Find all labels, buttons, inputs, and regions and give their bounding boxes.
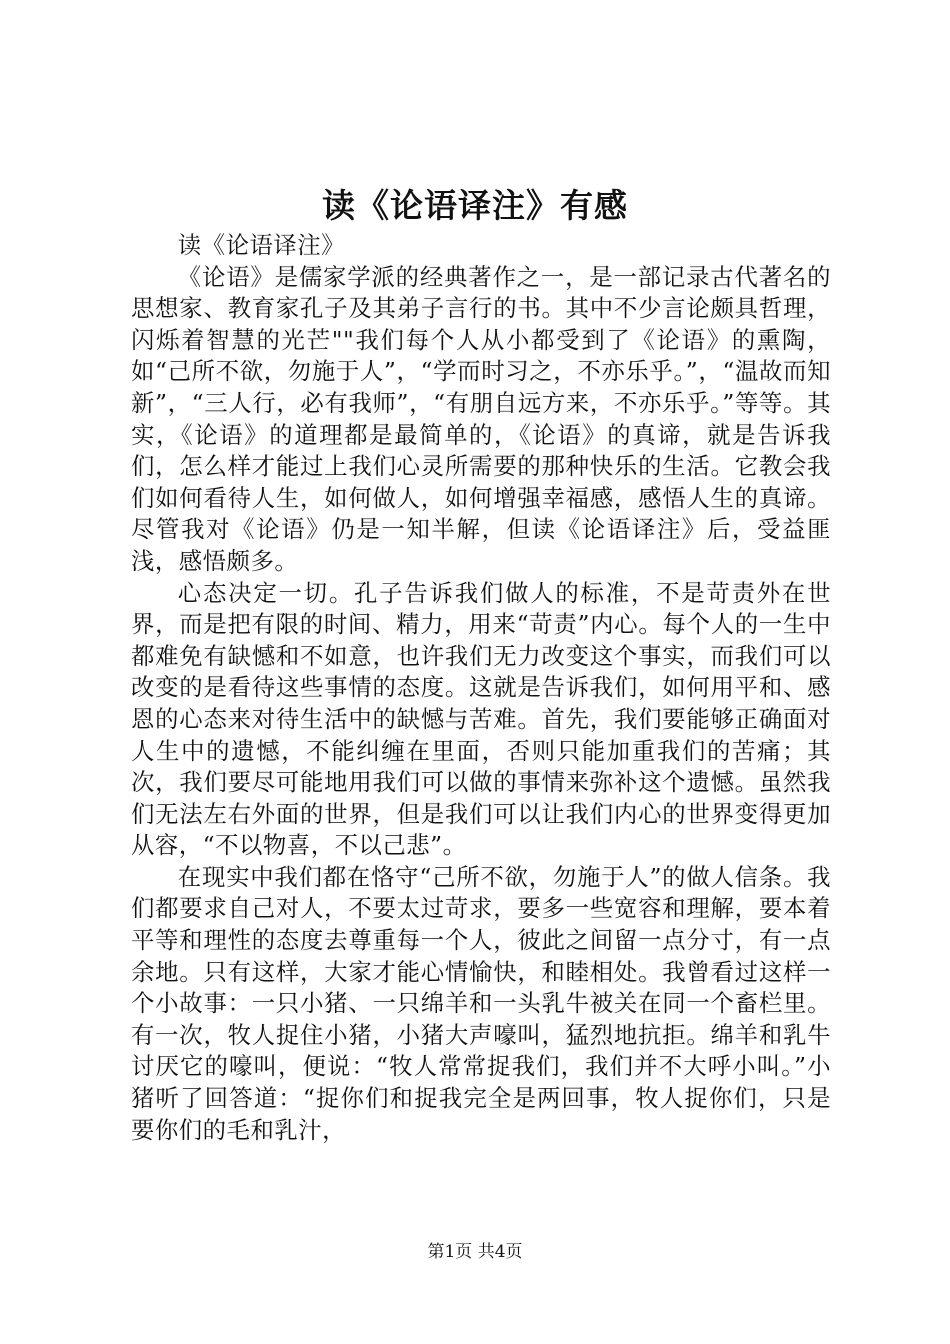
paragraph-mindset: 心态决定一切。孔子告诉我们做人的标准，不是苛责外在世界，而是把有限的时间、精力，用来“苛责”内心。每个人的一生中都难免有缺憾和不如意，也许我们无力改变这个事实，而我们可以改变的是看待这些事情的态度。这就是告诉我们，如何用平和、感恩的心态来对待生活中的缺憾与苦难。首先，我们要能够正确面对人生中的遗憾，不能纠缠在里面，否则只能加重我们的苦痛；其次，我们要尽可能地用我们可以做的事情来弥补这个遗憾。虽然我们无法左右外面的世界，但是我们可以让我们内心的世界变得更加从容，“不以物喜，不以己悲”。 (131, 578, 831, 860)
document-title: 读《论语译注》有感 (322, 186, 628, 225)
document-body (131, 230, 831, 1146)
page-number-footer: 第1页 共4页 (427, 1242, 523, 1262)
paragraph-intro: 《论语》是儒家学派的经典著作之一，是一部记录古代著名的思想家、教育家孔子及其弟子言行的书。其中不少言论颇具哲理，闪烁着智慧的光芒""我们每个人从小都受到了《论语》的熏陶，如“己所不欲，勿施于人”，“学而时习之，不亦乐乎。”，“温故而知新”，“三人行，必有我师”，“有朋自远方来，不亦乐乎。”等等。其实，《论语》的道理都是最简单的，《论语》的真谛，就是告诉我们，怎么样才能过上我们心灵所需要的那种快乐的生活。它教会我们如何看待人生，如何做人，如何增强幸福感，感悟人生的真谛。尽管我对《论语》仍是一知半解，但读《论语译注》后，受益匪浅，感悟颇多。 (131, 262, 831, 575)
paragraph-subtitle: 读《论语译注》 (177, 231, 346, 259)
paragraph-story: 在现实中我们都在恪守“己所不欲，勿施于人”的做人信条。我们都要求自己对人，不要太过苛求，要多一些宽容和理解，要本着平等和理性的态度去尊重每一个人，彼此之间留一点分寸，有一点余地。只有这样，大家才能心情愉快，和睦相处。我曾看过这样一个小故事：一只小猪、一只绵羊和一头乳牛被关在同一个畜栏里。有一次，牧人捉住小猪，小猪大声嚎叫，猛烈地抗拒。绵羊和乳牛讨厌它的嚎叫，便说：“牧人常常捉我们，我们并不大呼小叫。”小猪听了回答道：“捉你们和捉我完全是两回事，牧人捉你们，只是要你们的毛和乳汁， (131, 862, 831, 1144)
